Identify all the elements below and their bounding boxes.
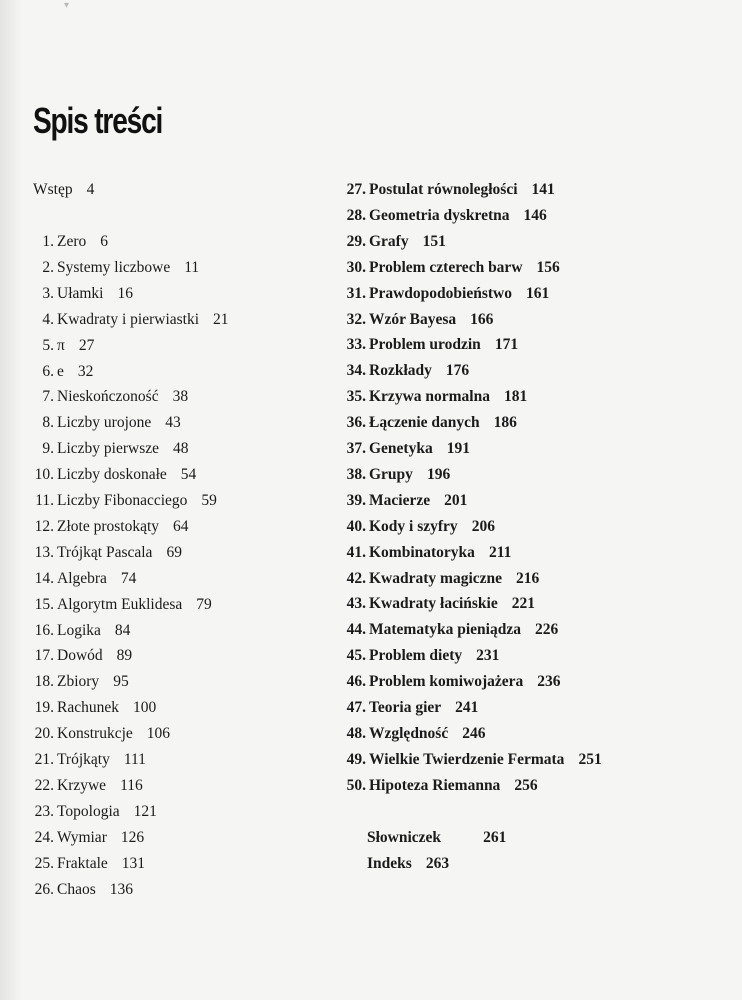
toc-entry-number: 1. bbox=[42, 233, 54, 250]
toc-entry-page: 231 bbox=[476, 647, 500, 665]
toc-entry-page: 261 bbox=[483, 829, 507, 846]
toc-entry-title: Trójkąt Pascala bbox=[57, 543, 153, 561]
toc-entry[interactable] bbox=[340, 673, 561, 691]
toc-entry-title: Liczby pierwsze bbox=[57, 440, 159, 458]
toc-entry-title: Krzywa normalna bbox=[369, 388, 490, 406]
toc-entry[interactable] bbox=[24, 233, 108, 251]
toc-entry-title: Konstrukcje bbox=[57, 725, 133, 743]
toc-entry-page: 156 bbox=[536, 258, 560, 276]
toc-entry-number: 22. bbox=[34, 776, 54, 794]
toc-entry-title: Względność bbox=[369, 724, 449, 742]
toc-entry[interactable] bbox=[340, 440, 470, 458]
page-edge-shadow bbox=[0, 0, 22, 1000]
toc-entry[interactable] bbox=[340, 621, 558, 639]
toc-entry-page: 64 bbox=[173, 517, 189, 535]
toc-entry[interactable] bbox=[340, 544, 511, 562]
toc-entry-page: 79 bbox=[196, 595, 212, 613]
toc-entry-page: 126 bbox=[120, 828, 145, 846]
toc-entry-title: Złote prostokąty bbox=[57, 517, 160, 535]
toc-entry-title: Fraktale bbox=[57, 854, 108, 872]
toc-entry-number: 16. bbox=[34, 621, 54, 639]
toc-entry-title: Matematyka pieniądza bbox=[369, 621, 521, 639]
toc-entry-page: 95 bbox=[113, 673, 129, 691]
toc-entry-page: 6 bbox=[100, 233, 109, 250]
toc-entry[interactable] bbox=[340, 233, 446, 251]
toc-entry-number: 4. bbox=[42, 310, 54, 328]
toc-entry-title: Genetyka bbox=[369, 440, 433, 457]
toc-entry[interactable] bbox=[24, 440, 189, 458]
toc-entry-back-matter[interactable] bbox=[367, 829, 506, 847]
toc-entry[interactable] bbox=[24, 622, 130, 640]
toc-entry-title: Teoria gier bbox=[369, 699, 442, 716]
toc-entry-number: 43. bbox=[346, 595, 366, 613]
toc-entry-number: 9. bbox=[42, 440, 54, 458]
toc-entry-number: 36. bbox=[346, 414, 366, 432]
toc-entry-number: 44. bbox=[346, 621, 366, 639]
toc-entry-number: 37. bbox=[346, 440, 366, 457]
toc-entry-number: 12. bbox=[34, 517, 54, 535]
toc-entry-page: 151 bbox=[422, 232, 446, 250]
toc-entry-page: 54 bbox=[180, 466, 197, 484]
toc-entry-number: 39. bbox=[346, 491, 366, 509]
toc-entry-page: 136 bbox=[109, 880, 133, 898]
toc-entry[interactable] bbox=[340, 466, 450, 484]
toc-entry-page: 48 bbox=[173, 440, 189, 458]
toc-entry-page: 201 bbox=[444, 491, 468, 509]
toc-entry-title: Wzór Bayesa bbox=[369, 310, 457, 328]
toc-entry[interactable] bbox=[340, 647, 499, 665]
toc-entry-page: 111 bbox=[123, 751, 146, 768]
toc-entry[interactable] bbox=[340, 518, 495, 536]
toc-entry-page: 211 bbox=[488, 543, 512, 561]
toc-entry-title: Trójkąty bbox=[57, 751, 110, 768]
toc-entry-title: Rachunek bbox=[57, 699, 119, 717]
toc-entry-number: 17. bbox=[34, 647, 54, 665]
toc-entry-title: Logika bbox=[57, 621, 101, 639]
toc-entry[interactable] bbox=[24, 855, 145, 873]
toc-entry-page: 84 bbox=[114, 621, 131, 639]
toc-entry-page: 146 bbox=[523, 206, 547, 224]
toc-entry-title: Problem komiwojażera bbox=[369, 673, 524, 691]
toc-entry-number: 38. bbox=[346, 465, 366, 483]
toc-entry-title: Problem diety bbox=[369, 647, 463, 665]
toc-entry-title: Indeks bbox=[367, 854, 412, 872]
toc-entry[interactable] bbox=[340, 285, 549, 303]
toc-entry[interactable] bbox=[340, 725, 485, 743]
toc-entry[interactable] bbox=[24, 259, 199, 277]
toc-entry-title: Wstęp bbox=[33, 181, 73, 198]
toc-entry[interactable] bbox=[24, 544, 182, 562]
toc-entry-number: 32. bbox=[346, 310, 366, 328]
toc-entry-page: 181 bbox=[503, 388, 528, 406]
page-title: Spis treści bbox=[33, 100, 163, 141]
toc-entry-page: 176 bbox=[445, 362, 470, 380]
toc-entry[interactable] bbox=[340, 595, 535, 613]
toc-entry-number: 46. bbox=[346, 673, 366, 691]
toc-entry-page: 141 bbox=[531, 181, 555, 198]
corner-mark-icon: ▾ bbox=[64, 0, 70, 11]
toc-entry-number: 42. bbox=[346, 569, 366, 587]
toc-entry-number: 8. bbox=[42, 414, 54, 432]
toc-entry-title: Liczby urojone bbox=[57, 414, 152, 432]
toc-entry-title: π bbox=[57, 336, 65, 354]
toc-entry-title: Wymiar bbox=[57, 828, 107, 846]
toc-entry[interactable] bbox=[24, 777, 143, 795]
toc-entry[interactable] bbox=[340, 388, 527, 406]
toc-entry-title: Problem urodzin bbox=[369, 336, 481, 354]
toc-entry[interactable] bbox=[24, 466, 196, 484]
toc-entry[interactable] bbox=[24, 751, 146, 769]
toc-entry[interactable] bbox=[340, 259, 560, 277]
toc-entry-page: 221 bbox=[511, 595, 535, 613]
toc-entry-page: 236 bbox=[537, 673, 561, 691]
toc-entry-title: Krzywe bbox=[57, 776, 107, 794]
toc-entry-page: 196 bbox=[426, 465, 451, 483]
toc-entry-page: 206 bbox=[471, 517, 495, 535]
toc-entry-number: 28. bbox=[346, 206, 366, 224]
toc-entry-number: 2. bbox=[42, 258, 54, 276]
toc-entry-title: Słowniczek bbox=[367, 829, 442, 846]
toc-entry[interactable] bbox=[24, 337, 94, 355]
toc-entry[interactable] bbox=[24, 647, 132, 665]
toc-entry-title: Nieskończoność bbox=[57, 388, 159, 406]
toc-entry-number: 48. bbox=[346, 724, 366, 742]
toc-entry-page: 38 bbox=[172, 388, 189, 406]
toc-entry-title: Algorytm Euklidesa bbox=[57, 595, 183, 613]
toc-entry-title: Ułamki bbox=[57, 284, 104, 302]
toc-entry-title: Algebra bbox=[57, 569, 107, 587]
toc-entry-number: 10. bbox=[34, 466, 54, 484]
toc-entry-title: Liczby doskonałe bbox=[57, 466, 167, 484]
toc-entry-title: Zero bbox=[57, 233, 87, 250]
toc-entry-number: 25. bbox=[34, 854, 54, 872]
toc-entry-title: Liczby Fibonacciego bbox=[57, 492, 188, 509]
toc-entry-page: 4 bbox=[86, 181, 95, 198]
toc-entry-page: 27 bbox=[78, 336, 95, 354]
toc-entry-back-matter[interactable] bbox=[367, 855, 449, 873]
toc-entry-number: 24. bbox=[34, 828, 54, 846]
toc-entry-title: Postulat równoległości bbox=[369, 181, 518, 198]
toc-entry-page: 116 bbox=[120, 776, 143, 794]
toc-entry-page: 216 bbox=[516, 569, 540, 587]
toc-entry-number: 18. bbox=[34, 673, 54, 691]
toc-entry-page: 16 bbox=[117, 284, 133, 302]
toc-entry-number: 27. bbox=[346, 181, 366, 198]
toc-entry-page: 186 bbox=[493, 414, 517, 432]
toc-entry-page: 32 bbox=[77, 362, 94, 380]
toc-entry[interactable] bbox=[340, 362, 469, 380]
toc-entry-number: 19. bbox=[34, 699, 54, 717]
toc-entry[interactable] bbox=[24, 596, 212, 614]
toc-entry[interactable] bbox=[340, 311, 493, 329]
toc-entry-title: Dowód bbox=[57, 647, 103, 665]
toc-entry-number: 47. bbox=[346, 699, 366, 716]
toc-entry-number: 26. bbox=[34, 880, 54, 898]
toc-entry[interactable] bbox=[24, 363, 93, 381]
toc-entry-number: 5. bbox=[42, 336, 54, 354]
toc-entry-number: 7. bbox=[42, 388, 54, 406]
toc-entry[interactable] bbox=[24, 414, 181, 432]
toc-entry-title: Kody i szyfry bbox=[369, 517, 458, 535]
toc-entry-number: 41. bbox=[346, 543, 366, 561]
toc-entry-title: Topologia bbox=[57, 802, 120, 820]
toc-entry-number: 45. bbox=[346, 647, 366, 665]
toc-entry-title: Łączenie danych bbox=[369, 414, 480, 432]
toc-entry-number: 50. bbox=[346, 776, 366, 794]
toc-entry-number: 20. bbox=[34, 725, 54, 743]
toc-entry-page: 100 bbox=[132, 699, 157, 717]
toc-entry[interactable] bbox=[24, 570, 136, 588]
toc-entry-title: Kwadraty łacińskie bbox=[369, 595, 498, 613]
toc-entry[interactable] bbox=[24, 829, 144, 847]
toc-entry-number: 34. bbox=[346, 362, 366, 380]
toc-entry[interactable] bbox=[24, 388, 188, 406]
toc-entry-intro[interactable] bbox=[33, 181, 94, 199]
toc-entry-number: 13. bbox=[34, 543, 54, 561]
toc-entry[interactable] bbox=[340, 751, 602, 769]
toc-entry[interactable] bbox=[340, 492, 467, 510]
toc-entry-number: 40. bbox=[346, 517, 366, 535]
toc-entry-page: 256 bbox=[514, 776, 538, 794]
toc-entry[interactable] bbox=[24, 285, 133, 303]
toc-entry[interactable] bbox=[24, 699, 156, 717]
toc-entry[interactable] bbox=[340, 570, 539, 588]
toc-entry[interactable] bbox=[24, 881, 133, 899]
toc-entry-number: 30. bbox=[346, 258, 366, 276]
toc-entry-title: Hipoteza Riemanna bbox=[369, 776, 501, 794]
toc-entry[interactable] bbox=[24, 673, 129, 691]
toc-entry[interactable] bbox=[340, 336, 518, 354]
toc-entry-page: 161 bbox=[525, 284, 550, 302]
toc-entry[interactable] bbox=[340, 699, 478, 717]
toc-entry-page: 251 bbox=[578, 750, 602, 768]
toc-entry-number: 29. bbox=[346, 232, 366, 250]
toc-entry[interactable] bbox=[24, 518, 189, 536]
toc-entry-page: 59 bbox=[201, 492, 217, 509]
toc-entry-title: Macierze bbox=[369, 491, 431, 509]
toc-entry-number: 49. bbox=[346, 750, 366, 768]
toc-entry-number: 14. bbox=[34, 569, 54, 587]
toc-entry-page: 226 bbox=[534, 621, 559, 639]
toc-entry[interactable] bbox=[24, 725, 170, 743]
toc-entry-number: 3. bbox=[42, 284, 54, 302]
toc-entry-title: Wielkie Twierdzenie Fermata bbox=[369, 750, 565, 768]
toc-entry[interactable] bbox=[24, 803, 157, 821]
toc-entry-page: 263 bbox=[425, 854, 450, 872]
toc-entry-title: Problem czterech barw bbox=[369, 258, 523, 276]
toc-entry[interactable] bbox=[24, 492, 217, 510]
toc-entry-title: Geometria dyskretna bbox=[369, 206, 510, 224]
toc-entry-page: 131 bbox=[121, 854, 146, 872]
toc-entry-title: Systemy liczbowe bbox=[57, 258, 171, 276]
toc-entry[interactable] bbox=[24, 311, 229, 329]
toc-entry-number: 35. bbox=[346, 388, 366, 406]
toc-entry[interactable] bbox=[340, 777, 538, 795]
toc-entry-page: 171 bbox=[494, 336, 519, 354]
toc-entry-number: 6. bbox=[42, 362, 54, 380]
toc-entry-number: 31. bbox=[346, 284, 366, 302]
toc-entry[interactable] bbox=[340, 207, 547, 225]
toc-entry[interactable] bbox=[340, 181, 555, 199]
toc-entry-title: Prawdopodobieństwo bbox=[369, 284, 512, 302]
toc-entry-number: 11. bbox=[35, 492, 54, 509]
toc-entry[interactable] bbox=[340, 414, 517, 432]
toc-entry-title: Chaos bbox=[57, 880, 96, 898]
toc-entry-title: Zbiory bbox=[57, 673, 100, 691]
toc-entry-page: 69 bbox=[166, 543, 182, 561]
toc-entry-number: 33. bbox=[346, 336, 366, 354]
toc-entry-page: 191 bbox=[446, 440, 470, 457]
toc-entry-page: 21 bbox=[213, 310, 229, 328]
toc-entry-title: Grupy bbox=[369, 465, 413, 483]
toc-entry-page: 11 bbox=[184, 258, 200, 276]
toc-entry-title: Kwadraty magiczne bbox=[369, 569, 503, 587]
toc-entry-page: 106 bbox=[146, 725, 171, 743]
toc-entry-title: Kombinatoryka bbox=[369, 543, 475, 561]
toc-entry-title: Rozkłady bbox=[369, 362, 432, 380]
toc-entry-page: 166 bbox=[470, 310, 494, 328]
toc-entry-page: 74 bbox=[120, 569, 137, 587]
toc-entry-number: 23. bbox=[34, 802, 54, 820]
toc-entry-number: 15. bbox=[34, 595, 54, 613]
toc-entry-number: 21. bbox=[34, 751, 54, 768]
toc-entry-page: 121 bbox=[133, 802, 157, 820]
toc-entry-title: Grafy bbox=[369, 232, 409, 250]
toc-entry-page: 89 bbox=[116, 647, 133, 665]
toc-entry-title: e bbox=[57, 362, 64, 380]
toc-entry-title: Kwadraty i pierwiastki bbox=[57, 310, 200, 328]
toc-entry-page: 241 bbox=[455, 699, 479, 716]
toc-entry-page: 246 bbox=[462, 724, 486, 742]
toc-entry-page: 43 bbox=[165, 414, 181, 432]
